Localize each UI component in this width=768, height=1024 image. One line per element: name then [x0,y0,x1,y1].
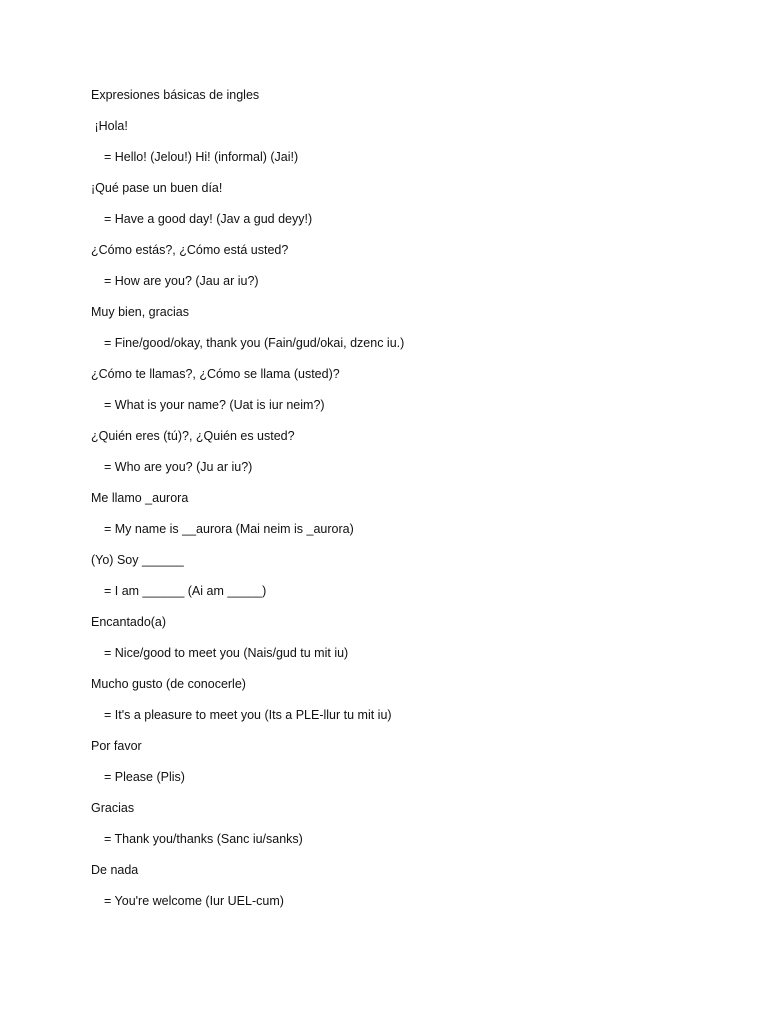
spanish-phrase: De nada [91,863,139,877]
english-translation: = My name is __aurora (Mai neim is _aurora) [104,522,354,536]
spanish-phrase: Me llamo _aurora [91,491,189,505]
english-translation: = Who are you? (Ju ar iu?) [104,460,253,474]
spanish-phrase: Gracias [91,801,135,815]
spanish-phrase: Por favor [91,739,142,753]
spanish-phrase: ¡Qué pase un buen día! [91,181,223,195]
english-translation: = What is your name? (Uat is iur neim?) [104,398,325,412]
english-translation: = How are you? (Jau ar iu?) [104,274,259,288]
document-title: Expresiones básicas de ingles [91,88,260,102]
english-translation: = You're welcome (Iur UEL-cum) [104,894,284,908]
english-translation: = I am ______ (Ai am _____) [104,584,267,598]
english-translation: = It's a pleasure to meet you (Its a PLE-llur tu mit iu) [104,708,392,722]
english-translation: = Nice/good to meet you (Nais/gud tu mit iu) [104,646,349,660]
spanish-phrase: ¿Cómo te llamas?, ¿Cómo se llama (usted)? [91,367,340,381]
english-translation: = Hello! (Jelou!) Hi! (informal) (Jai!) [104,150,299,164]
spanish-phrase: Encantado(a) [91,615,167,629]
spanish-phrase: Mucho gusto (de conocerle) [91,677,246,691]
spanish-phrase: ¿Cómo estás?, ¿Cómo está usted? [91,243,289,257]
english-translation: = Fine/good/okay, thank you (Fain/gud/okai, dzenc iu.) [104,336,405,350]
spanish-phrase: (Yo) Soy ______ [91,553,184,567]
spanish-phrase: Muy bien, gracias [91,305,189,319]
spanish-phrase: ¿Quién eres (tú)?, ¿Quién es usted? [91,429,295,443]
spanish-phrase: ¡Hola! [91,119,128,133]
english-translation: = Thank you/thanks (Sanc iu/sanks) [104,832,303,846]
english-translation: = Have a good day! (Jav a gud deyy!) [104,212,313,226]
english-translation: = Please (Plis) [104,770,185,784]
